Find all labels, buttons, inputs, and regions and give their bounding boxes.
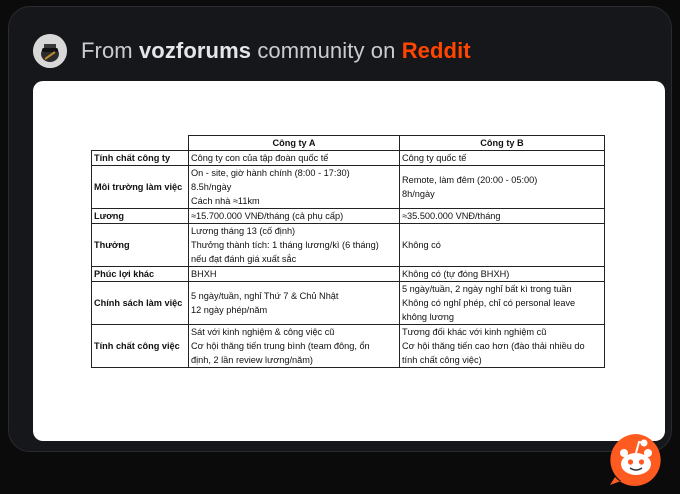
middle-text: community on	[257, 38, 396, 63]
post-frame	[8, 6, 672, 452]
row-label: Chính sách làm việc	[92, 282, 189, 325]
cell-line: Cơ hội thăng tiến trung bình (team đông, ổn	[191, 341, 370, 351]
cell-company-b	[400, 151, 605, 166]
table-row	[92, 267, 605, 282]
cell-line: Không có	[402, 240, 441, 250]
row-label: Tính chất công việc	[92, 325, 189, 368]
cell-line: Công ty con của tập đoàn quốc tế	[191, 153, 329, 163]
cell-line: Remote, làm đêm (20:00 - 05:00)	[402, 175, 538, 185]
cell-line: 5 ngày/tuần, nghỉ Thứ 7 & Chủ Nhật	[191, 291, 339, 301]
row-label: Môi trường làm việc	[92, 166, 189, 209]
community-link[interactable]: vozforums	[138, 38, 252, 63]
cell-line: Thưởng thành tích: 1 tháng lương/kì (6 tháng)	[191, 240, 379, 250]
cell-company-b	[400, 282, 605, 325]
cell-company-a	[189, 282, 400, 325]
cell-company-b	[400, 267, 605, 282]
cell-line: Cơ hội thăng tiến cao hơn (đào thải nhiều do	[402, 341, 585, 351]
cell-company-a	[189, 209, 400, 224]
cell-line: nếu đạt đánh giá xuất sắc	[191, 254, 297, 264]
cell-line: Cách nhà ≈11km	[191, 196, 260, 206]
cell-line: 12 ngày phép/năm	[191, 305, 268, 315]
table-row	[92, 166, 605, 209]
cell-line: Không có nghỉ phép, chỉ có personal leave	[402, 298, 576, 308]
row-label: Thưởng	[92, 224, 189, 267]
row-label: Tính chất công ty	[92, 151, 189, 166]
cell-line: Tương đối khác với kinh nghiệm cũ	[402, 327, 547, 337]
post-header	[33, 31, 471, 71]
table-row	[92, 224, 605, 267]
cell-line: 8.5h/ngày	[191, 182, 232, 192]
cell-line: On - site, giờ hành chính (8:00 - 17:30)	[191, 168, 350, 178]
cell-company-a	[189, 224, 400, 267]
cell-line: ≈15.700.000 VNĐ/tháng (cả phụ cấp)	[191, 211, 344, 221]
empty-header-cell	[92, 136, 189, 151]
cell-line: ≈35.500.000 VNĐ/tháng	[402, 211, 501, 221]
table-row	[92, 209, 605, 224]
cell-line: tính chất công việc)	[402, 355, 482, 365]
table-row	[92, 282, 605, 325]
column-header-company-b: Công ty B	[400, 136, 605, 151]
cell-company-b	[400, 224, 605, 267]
cell-line: định, 2 lần review lương/năm)	[191, 355, 313, 365]
cell-line: không lương	[402, 312, 455, 322]
source-attribution	[81, 38, 471, 64]
prefix-text: From	[81, 38, 133, 63]
cell-line: BHXH	[191, 269, 217, 279]
cell-line: Sát với kinh nghiệm & công việc cũ	[191, 327, 335, 337]
reddit-snoo-icon	[607, 431, 665, 489]
column-header-company-a: Công ty A	[189, 136, 400, 151]
cell-line: Lương tháng 13 (cố định)	[191, 226, 296, 236]
table-body	[92, 151, 605, 368]
cell-line: 8h/ngày	[402, 189, 435, 199]
cell-company-a	[189, 325, 400, 368]
cell-line: 5 ngày/tuần, 2 ngày nghỉ bất kì trong tuần	[402, 284, 572, 294]
cell-company-a	[189, 166, 400, 209]
table-header-row	[92, 136, 605, 151]
cell-company-b	[400, 209, 605, 224]
cell-line: Không có (tự đóng BHXH)	[402, 269, 510, 279]
table-row	[92, 325, 605, 368]
platform-link[interactable]: Reddit	[401, 38, 471, 63]
row-label: Lương	[92, 209, 189, 224]
cell-line: Công ty quốc tế	[402, 153, 467, 163]
cell-company-b	[400, 166, 605, 209]
cell-company-b	[400, 325, 605, 368]
cell-company-a	[189, 151, 400, 166]
image-card	[33, 81, 665, 441]
row-label: Phúc lợi khác	[92, 267, 189, 282]
avatar-icon[interactable]	[33, 34, 67, 68]
cell-company-a	[189, 267, 400, 282]
comparison-table	[91, 135, 605, 368]
table-row	[92, 151, 605, 166]
